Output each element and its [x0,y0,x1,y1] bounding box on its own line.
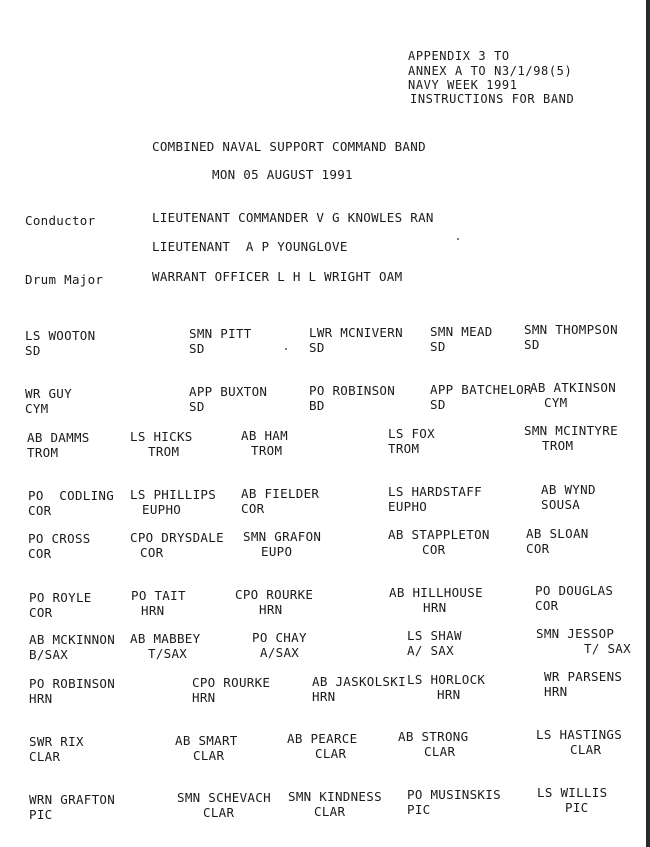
member-name: WR PARSENS [544,669,623,684]
band-member [530,380,616,410]
member-instrument: COR [28,503,52,518]
member-instrument: TROM [27,445,59,460]
band-member [407,672,485,702]
member-instrument: SD [189,399,205,414]
member-name: AB WYND [541,482,596,497]
member-name: PO CODLING [28,488,115,503]
member-name: WR GUY [25,386,72,401]
band-member [309,383,395,413]
band-member [288,789,382,819]
assistant-conductor-name: LIEUTENANT A P YOUNGLOVE [152,239,348,254]
member-name: PO DOUGLAS [535,583,614,598]
member-name: AB MABBEY [130,631,201,646]
member-name: AB JASKOLSKI [312,674,406,689]
member-instrument: CLAR [29,749,61,764]
band-member [312,674,406,704]
band-member [28,488,114,518]
member-instrument: T/ SAX [584,641,631,656]
band-member [407,628,462,658]
member-name: SMN THOMPSON [524,322,618,337]
member-instrument: EUPHO [388,499,428,514]
member-name: AB STRONG [398,729,469,744]
member-instrument: PIC [29,807,53,822]
band-member [243,529,321,559]
band-member [252,630,307,660]
member-name: SMN MEAD [430,324,493,339]
header-line: ANNEX A TO N3/1/98(5) [408,64,573,78]
conductor-name: LIEUTENANT COMMANDER V G KNOWLES RAN [152,210,434,225]
band-member [130,631,200,661]
member-name: AB PEARCE [287,731,358,746]
band-member [27,430,90,460]
band-member [29,676,115,706]
drum-major-label: Drum Major [25,272,104,287]
member-instrument: CYM [544,395,568,410]
band-member [29,632,115,662]
member-name: SMN KINDNESS [288,789,382,804]
member-instrument: SD [430,397,446,412]
member-name: AB SLOAN [526,526,589,541]
drum-major-name: WARRANT OFFICER L H L WRIGHT OAM [152,269,403,284]
member-instrument: BD [309,398,325,413]
band-member [388,484,482,514]
member-instrument: PIC [407,802,431,817]
band-member [537,785,607,815]
member-name: PO TAIT [131,588,186,603]
member-name: SMN PITT [189,326,252,341]
member-instrument: HRN [29,691,53,706]
header-line: NAVY WEEK 1991 [408,78,518,92]
band-member [430,324,493,354]
member-name: APP BATCHELOR [430,382,532,397]
member-name: AB HILLHOUSE [389,585,483,600]
member-instrument: TROM [251,443,283,458]
member-name: PO ROYLE [29,590,92,605]
member-instrument: COR [29,605,53,620]
member-name: PO ROBINSON [309,383,396,398]
member-instrument: B/SAX [29,647,69,662]
member-instrument: TROM [542,438,574,453]
member-name: SWR RIX [29,734,84,749]
member-name: CPO ROURKE [192,675,271,690]
band-member [241,486,319,516]
member-name: AB DAMMS [27,430,90,445]
band-member [388,426,435,456]
band-member [544,669,622,699]
band-member [192,675,270,705]
band-member [287,731,357,761]
band-member [388,527,490,557]
member-instrument: CLAR [570,742,602,757]
header-line: APPENDIX 3 TO [408,49,510,63]
scan-speck [457,238,459,240]
member-name: SMN JESSOP [536,626,615,641]
scan-speck [285,348,287,350]
band-member [536,626,631,656]
band-member [430,382,532,412]
band-member [29,734,84,764]
band-member [241,428,288,458]
member-name: PO CROSS [28,531,91,546]
member-name: PO CHAY [252,630,307,645]
member-name: AB STAPPLETON [388,527,490,542]
band-member [29,792,115,822]
member-instrument: CLAR [314,804,346,819]
member-instrument: A/SAX [260,645,300,660]
member-name: LS HARDSTAFF [388,484,482,499]
member-name: AB FIELDER [241,486,320,501]
member-name: PO MUSINSKIS [407,787,501,802]
member-name: SMN GRAFON [243,529,322,544]
member-name: WRN GRAFTON [29,792,116,807]
member-name: LWR MCNIVERN [309,325,403,340]
member-name: AB ATKINSON [530,380,617,395]
band-member [541,482,596,512]
member-instrument: SD [430,339,446,354]
member-name: LS HICKS [130,429,193,444]
member-name: PO ROBINSON [29,676,116,691]
member-instrument: COR [28,546,52,561]
band-member [309,325,403,355]
member-name: CPO DRYSDALE [130,530,224,545]
member-instrument: HRN [259,602,283,617]
member-name: SMN SCHEVACH [177,790,271,805]
member-instrument: HRN [437,687,461,702]
band-member [189,326,252,356]
document-date: MON 05 AUGUST 1991 [212,167,353,182]
member-instrument: EUPHO [142,502,182,517]
member-instrument: CYM [25,401,49,416]
member-instrument: SD [25,343,41,358]
member-instrument: COR [140,545,164,560]
member-name: AB HAM [241,428,288,443]
member-name: LS HORLOCK [407,672,486,687]
member-instrument: EUPO [261,544,293,559]
member-name: LS WILLIS [537,785,608,800]
band-member [177,790,271,820]
band-member [175,733,238,763]
member-name: APP BUXTON [189,384,268,399]
member-instrument: SD [524,337,540,352]
member-instrument: COR [241,501,265,516]
band-member [535,583,613,613]
band-member [28,531,91,561]
band-member [25,386,72,416]
band-member [526,526,589,556]
member-name: LS WOOTON [25,328,96,343]
member-name: LS PHILLIPS [130,487,217,502]
member-instrument: T/SAX [148,646,188,661]
member-instrument: HRN [192,690,216,705]
member-name: AB MCKINNON [29,632,116,647]
band-member [130,530,224,560]
member-instrument: PIC [565,800,589,815]
member-instrument: CLAR [193,748,225,763]
member-name: LS HASTINGS [536,727,623,742]
band-member [524,322,618,352]
conductor-label: Conductor [25,213,96,228]
member-name: AB SMART [175,733,238,748]
band-member [536,727,622,757]
member-instrument: HRN [312,689,336,704]
member-name: SMN MCINTYRE [524,423,618,438]
member-instrument: SOUSA [541,497,581,512]
document-title: COMBINED NAVAL SUPPORT COMMAND BAND [152,139,426,154]
member-instrument: COR [422,542,446,557]
member-name: LS SHAW [407,628,462,643]
member-instrument: COR [535,598,559,613]
member-instrument: CLAR [424,744,456,759]
member-instrument: SD [309,340,325,355]
member-instrument: SD [189,341,205,356]
member-name: LS FOX [388,426,435,441]
scan-edge [646,0,650,847]
member-instrument: CLAR [203,805,235,820]
member-instrument: COR [526,541,550,556]
band-member [235,587,313,617]
band-member [131,588,186,618]
band-member [130,487,216,517]
band-member [524,423,618,453]
member-instrument: HRN [423,600,447,615]
member-instrument: HRN [141,603,165,618]
member-instrument: A/ SAX [407,643,454,658]
band-member [130,429,193,459]
band-member [389,585,483,615]
band-member [25,328,95,358]
band-member [398,729,468,759]
band-member [407,787,501,817]
band-member [29,590,92,620]
member-instrument: TROM [148,444,180,459]
member-instrument: CLAR [315,746,347,761]
member-instrument: HRN [544,684,568,699]
band-member [189,384,267,414]
header-line: INSTRUCTIONS FOR BAND [410,92,575,106]
member-name: CPO ROURKE [235,587,314,602]
member-instrument: TROM [388,441,420,456]
